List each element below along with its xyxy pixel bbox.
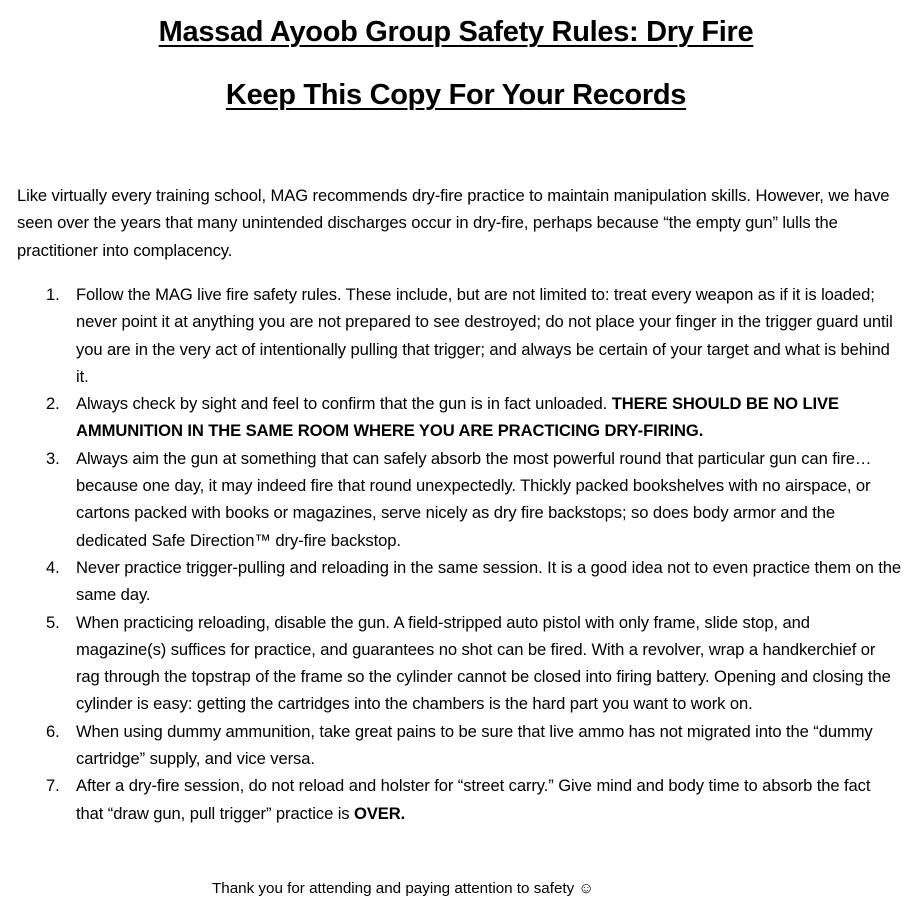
intro-paragraph: Like virtually every training school, MAG recommends dry-fire practice to maintain manipulation skills. However, we have seen over the years that many unintended discharges occur in dry-fire, perhaps because “the empty gun” lulls the practitioner into complacency. — [17, 186, 890, 260]
rule-text: Always aim the gun at something that can safely absorb the most powerful round that particular gun can fire…because one day, it may indeed fire that round unexpectedly. Thickly packed bookshelves with no airspace, or cartons packed with books or magazines, serve nicely as dry fire backstops; so does body armor and the dedicated Safe Direction™ dry-fire backstop. — [76, 448, 872, 550]
rule-number: 6. — [46, 721, 60, 741]
rule-item-2 — [0, 390, 902, 445]
rule-text: Follow the MAG live fire safety rules. These include, but are not limited to: treat every weapon as if it is loaded; never point it at anything you are not prepared to see destroyed; do not place your finger in the trigger guard until you are in the very act of intentionally pulling that trigger; and always be certain of your target and what is behind it. — [76, 285, 893, 386]
rule-number: 4. — [46, 557, 60, 577]
rule-number: 3. — [46, 448, 60, 468]
rule-number: 7. — [46, 776, 60, 796]
rule-text: When practicing reloading, disable the gun. A field-stripped auto pistol with only frame, slide stop, and magazine(s) suffices for practice, and guarantees no shot can be fired. With a revolver, wrap a handkerchief or rag through the topstrap of the frame so the cylinder cannot be closed into firing battery. Opening and closing the cylinder is easy: getting the cartridges into the chambers is the hard part you want to work on. — [76, 612, 891, 714]
rule-text: After a dry-fire session, do not reload and holster for “street carry.” Give mind and body time to absorb the fact that “draw gun, pull trigger” practice is — [76, 776, 871, 823]
rule-text: When using dummy ammunition, take great pains to be sure that live ammo has not migrated into the “dummy cartridge” supply, and vice versa. — [76, 721, 873, 769]
rule-number: 1. — [46, 285, 60, 304]
rule-emphasis: THERE SHOULD BE NO LIVE AMMUNITION IN THE SAME ROOM WHERE YOU ARE PRACTICING DRY-FIRING. — [76, 394, 839, 441]
rule-item-4 — [0, 554, 902, 609]
rule-text: Never practice trigger-pulling and reloading in the same session. It is a good idea not to even practice them on the same day. — [76, 557, 902, 605]
rule-text: Always check by sight and feel to confirm that the gun is in fact unloaded. — [76, 394, 612, 414]
rule-item-5 — [0, 609, 902, 718]
thank-you-footer: Thank you for attending and paying attention to safety ☺ — [212, 880, 594, 897]
rule-item-7 — [0, 772, 902, 827]
rule-item-1 — [0, 281, 902, 390]
rule-emphasis: OVER. — [354, 803, 406, 823]
rule-item-3 — [0, 445, 902, 554]
safety-rules-list — [0, 281, 921, 827]
rule-number: 5. — [46, 612, 60, 632]
rule-item-6 — [0, 718, 902, 773]
rule-number: 2. — [46, 394, 60, 414]
document-subtitle: Keep This Copy For Your Records — [225, 79, 687, 111]
document-title: Massad Ayoob Group Safety Rules: Dry Fire — [158, 16, 754, 48]
